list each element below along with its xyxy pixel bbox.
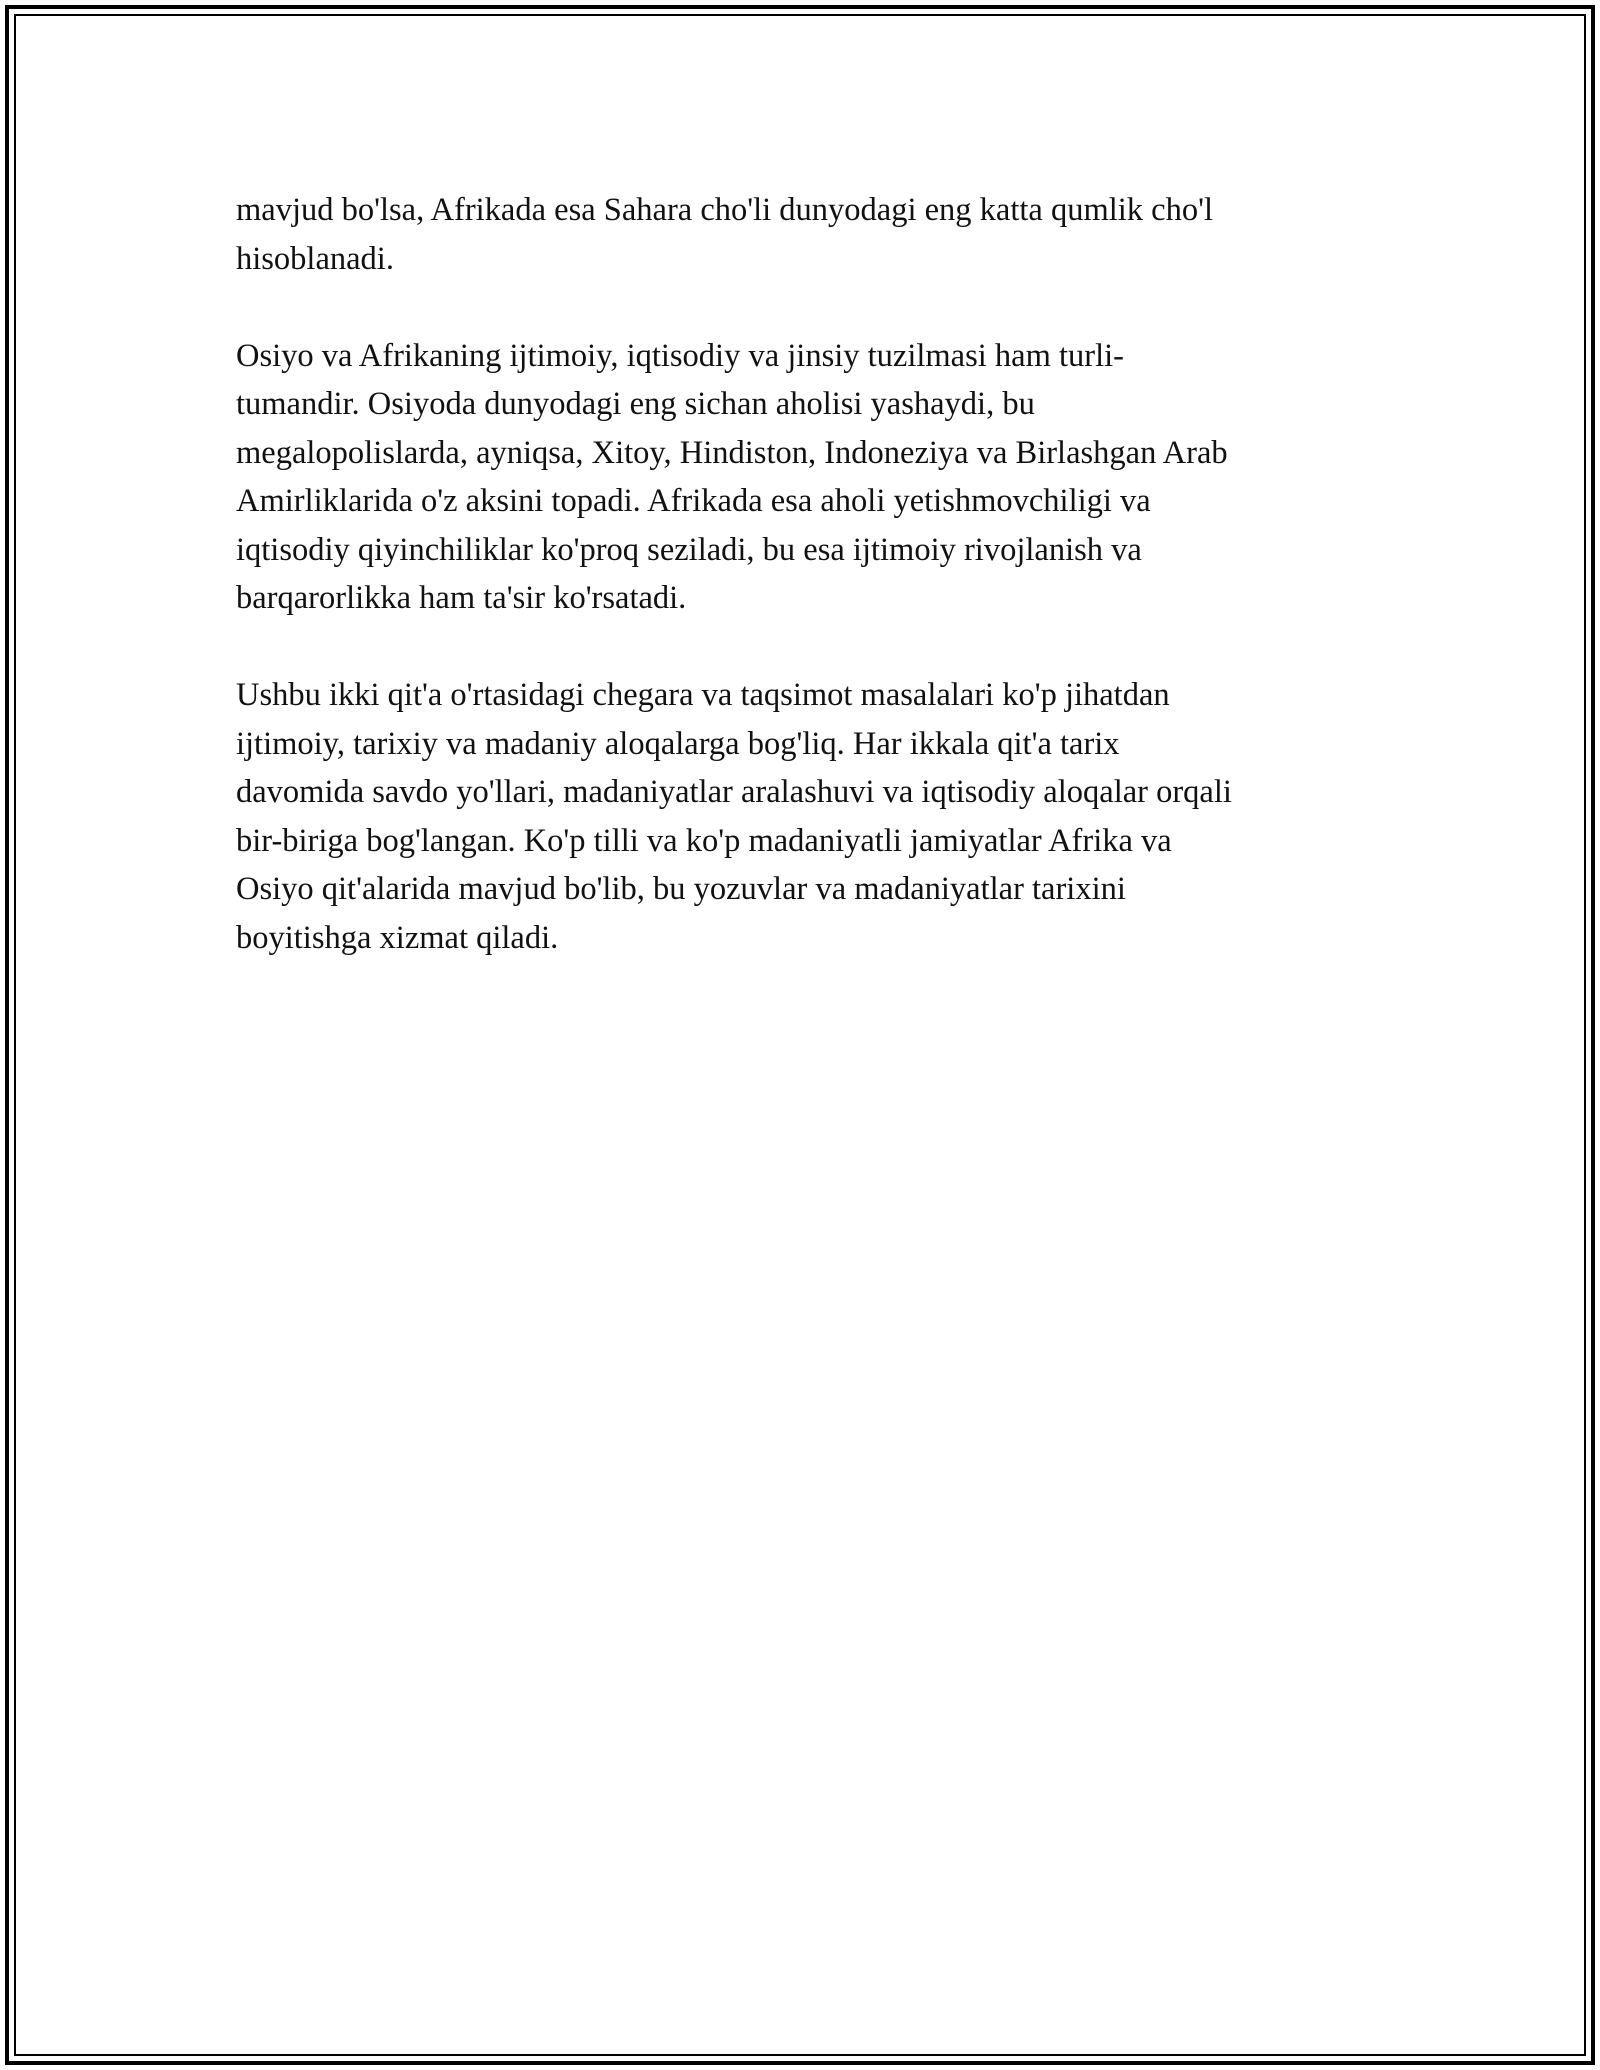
paragraph-2: Osiyo va Afrikaning ijtimoiy, iqtisodiy va jinsiy tuzilmasi ham turli- tumandir. Osiyoda dunyodagi eng sichan aholisi yashaydi, bu megalopolislarda, ayniqsa, Xitoy, Hindiston, Indoneziya va Birlashgan Arab Amirliklarida o'z aksini topadi. Afrikada esa aholi yetishmovchiligi va iqtisodiy qiyinchiliklar ko'proq seziladi, bu esa ijtimoiy rivojlanish va barqarorlikka ham ta'sir ko'rsatadi. (236, 337, 1228, 616)
document-body (236, 186, 1376, 1011)
paragraph-1: mavjud bo'lsa, Afrikada esa Sahara cho'li dunyodagi eng katta qumlik cho'l hisoblanadi. (236, 192, 1213, 277)
paragraph-3: Ushbu ikki qit'a o'rtasidagi chegara va taqsimot masalalari ko'p jihatdan ijtimoiy, tarixiy va madaniy aloqalarga bog'liq. Har ikkala qit'a tarix davomida savdo yo'llari, madaniyatlar aralashuvi va iqtisodiy aloqalar orqali bir-biriga bog'langan. Ko'p tilli va ko'p madaniyatli jamiyatlar Afrika va Osiyo qit'alarida mavjud bo'lib, bu yozuvlar va madaniyatlar tarixini boyitishga xizmat qiladi. (236, 677, 1232, 956)
